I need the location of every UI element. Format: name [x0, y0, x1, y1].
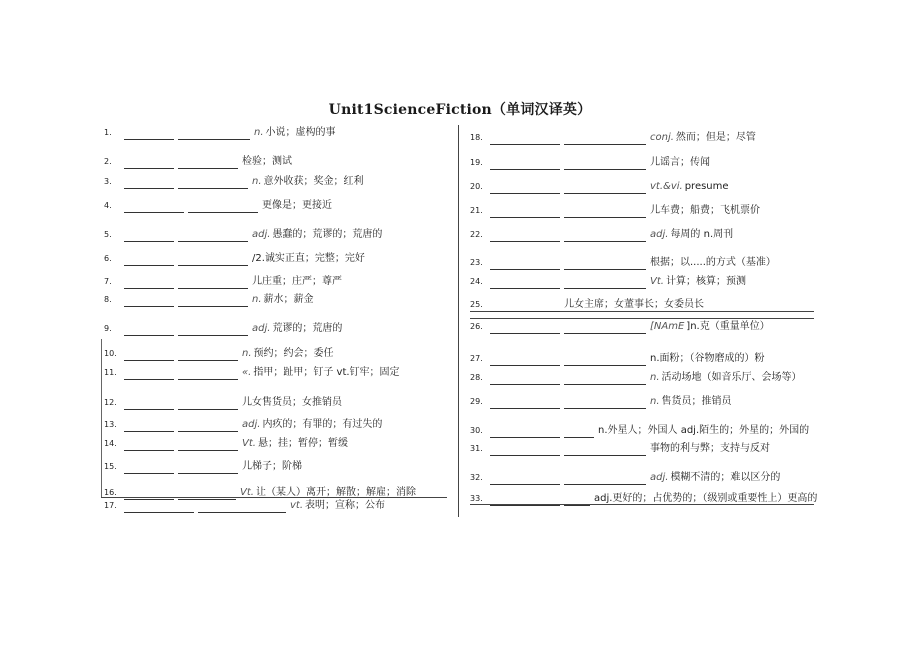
answer-blank[interactable] [564, 259, 646, 270]
vocab-item [104, 175, 364, 189]
vocab-item [104, 366, 400, 380]
answer-blank[interactable] [564, 445, 646, 456]
vocab-item [104, 155, 292, 169]
vocab-item [470, 395, 732, 409]
answer-blank[interactable] [564, 183, 646, 194]
part-of-speech: n. [254, 127, 264, 138]
definition-text: 然而；但是；尽管 [675, 132, 756, 143]
vocab-item [104, 275, 342, 289]
definition-text: 让（某人）离开；解散；解雇；消除 [255, 487, 416, 498]
answer-blank[interactable] [178, 158, 238, 169]
answer-blank[interactable] [490, 355, 560, 366]
part-of-speech: Vt. [242, 438, 256, 449]
item-number: 12. [104, 398, 117, 407]
definition-text: 儿谣言；传闻 [650, 157, 710, 168]
vocab-item [470, 180, 729, 194]
answer-blank[interactable] [490, 398, 560, 409]
answer-blank[interactable] [124, 255, 174, 266]
definition-text: n.面粉；（谷物磨成的）粉 [650, 353, 765, 364]
item-number: 15. [104, 462, 117, 471]
answer-blank[interactable] [198, 502, 286, 513]
item-number: 14. [104, 439, 117, 448]
vocab-item [104, 228, 382, 242]
item-number: 28. [470, 373, 483, 382]
part-of-speech: adj. [650, 472, 669, 483]
vocab-item [470, 442, 770, 456]
answer-blank[interactable] [124, 202, 184, 213]
item-number: 23. [470, 258, 483, 267]
answer-blank[interactable] [490, 159, 560, 170]
vocab-item [104, 499, 385, 513]
vocab-item [470, 471, 780, 485]
item-number: 24. [470, 277, 483, 286]
definition-text: 小说；虚构的事 [265, 127, 336, 138]
answer-blank[interactable] [564, 474, 646, 485]
answer-blank[interactable] [124, 399, 174, 410]
answer-blank[interactable] [564, 374, 646, 385]
vocab-item [470, 256, 776, 270]
item-number: 30. [470, 426, 483, 435]
answer-blank[interactable] [124, 178, 174, 189]
answer-blank[interactable] [124, 129, 174, 140]
part-of-speech: n. [252, 176, 262, 187]
right-rule-26 [470, 318, 814, 319]
answer-blank[interactable] [490, 278, 560, 289]
answer-blank[interactable] [124, 325, 174, 336]
answer-blank[interactable] [178, 325, 248, 336]
part-of-speech: Vt. [650, 276, 664, 287]
answer-blank[interactable] [490, 183, 560, 194]
answer-blank[interactable] [124, 278, 174, 289]
item-number: 9. [104, 324, 112, 333]
part-of-speech: n. [242, 348, 252, 359]
vocab-item [470, 131, 756, 145]
answer-blank[interactable] [124, 231, 174, 242]
vocab-item [470, 275, 746, 289]
vocab-item [104, 322, 342, 336]
page-title: Unit1ScienceFiction（单词汉译英） [328, 102, 592, 118]
vocab-item [470, 492, 817, 506]
part-of-speech: n. [252, 294, 262, 305]
definition-text: n.外星人；外国人 adj.陌生的；外星的；外国的 [598, 425, 810, 436]
definition-text: 活动场地（如音乐厅、会场等） [661, 372, 802, 383]
answer-blank[interactable] [564, 398, 646, 409]
answer-blank[interactable] [178, 399, 238, 410]
part-of-speech: adj. [252, 229, 271, 240]
definition-text: 薪水；薪金 [263, 294, 314, 305]
part-of-speech: «. [242, 367, 252, 378]
answer-blank[interactable] [178, 255, 248, 266]
definition-text: 指甲；趾甲；钉子 vt.钉牢；固定 [253, 367, 400, 378]
answer-blank[interactable] [178, 231, 248, 242]
item-number: 18. [470, 133, 483, 142]
definition-text: 儿车费；船费；飞机票价 [650, 205, 760, 216]
definition-text: 检验；测试 [242, 156, 292, 167]
definition-text: 表明；宣称；公布 [305, 500, 386, 511]
answer-blank[interactable] [490, 374, 560, 385]
answer-blank[interactable] [124, 440, 174, 451]
vocab-item [470, 298, 704, 312]
definition-text: 儿梯子；阶梯 [242, 461, 302, 472]
definition-text: 内疚的；有罪的；有过失的 [262, 419, 383, 430]
item-number: 11. [104, 368, 117, 377]
answer-blank[interactable] [178, 178, 248, 189]
part-of-speech: adj. [242, 419, 261, 430]
part-of-speech: n. [650, 372, 660, 383]
answer-blank[interactable] [564, 134, 646, 145]
answer-blank[interactable] [490, 427, 560, 438]
vocab-item [470, 352, 765, 366]
definition-text: 模糊不清的；难以区分的 [670, 472, 781, 483]
item-number: 3. [104, 177, 112, 186]
definition-text: /2.诚实正直；完整；完好 [252, 253, 365, 264]
item-number: 31. [470, 444, 483, 453]
definition-text: presume [684, 181, 729, 192]
answer-blank[interactable] [564, 355, 646, 366]
answer-blank[interactable] [564, 278, 646, 289]
answer-blank[interactable] [564, 427, 594, 438]
part-of-speech: vt.&vi. [650, 181, 683, 192]
item-number: 10. [104, 349, 117, 358]
answer-blank[interactable] [124, 463, 174, 474]
definition-text: adj.更好的；占优势的；（级别或重要性上）更高的 [594, 493, 818, 504]
column-divider [458, 125, 459, 517]
answer-blank[interactable] [564, 207, 646, 218]
answer-blank[interactable] [124, 421, 174, 432]
vocab-item [470, 371, 802, 385]
answer-blank[interactable] [178, 421, 238, 432]
definition-text: 预约；约会；委任 [253, 348, 334, 359]
answer-blank[interactable] [178, 278, 248, 289]
answer-blank[interactable] [188, 202, 258, 213]
answer-blank[interactable] [490, 474, 560, 485]
part-of-speech: adj. [650, 229, 669, 240]
vocab-item [104, 199, 332, 213]
part-of-speech: [NAmE [650, 321, 685, 332]
definition-text: 荒谬的；荒唐的 [272, 323, 343, 334]
item-number: 2. [104, 157, 112, 166]
vocab-item [470, 228, 733, 242]
vocab-item [470, 156, 710, 170]
item-number: 6. [104, 254, 112, 263]
item-number: 5. [104, 230, 112, 239]
part-of-speech: adj. [252, 323, 271, 334]
answer-blank[interactable] [490, 134, 560, 145]
item-number: 25. [470, 300, 483, 309]
item-number: 26. [470, 322, 483, 331]
answer-blank[interactable] [178, 350, 238, 361]
vocab-item [470, 204, 760, 218]
answer-blank[interactable] [124, 369, 174, 380]
item-number: 19. [470, 158, 483, 167]
item-number: 7. [104, 277, 112, 286]
definition-text: ]n.克（重量单位） [686, 321, 770, 332]
left-bracket-line [101, 339, 102, 497]
definition-text: 根据；以.....的方式（基准） [650, 257, 776, 268]
vocab-item [104, 396, 342, 410]
item-number: 1. [104, 128, 112, 137]
answer-blank[interactable] [490, 259, 560, 270]
answer-blank[interactable] [490, 207, 560, 218]
definition-text: 售货员；推销员 [661, 396, 732, 407]
definition-text: 计算；核算；预测 [665, 276, 746, 287]
item-number: 32. [470, 473, 483, 482]
part-of-speech: Vt. [240, 487, 254, 498]
item-number: 21. [470, 206, 483, 215]
answer-blank[interactable] [490, 445, 560, 456]
answer-blank[interactable] [124, 350, 174, 361]
answer-blank[interactable] [178, 440, 238, 451]
answer-blank[interactable] [178, 296, 248, 307]
definition-text: 事物的利与弊；支持与反对 [650, 443, 770, 454]
part-of-speech: conj. [650, 132, 674, 143]
item-number: 33. [470, 494, 483, 503]
vocab-item [104, 486, 416, 500]
answer-blank[interactable] [564, 495, 590, 506]
definition-text: 意外收获；奖金；红利 [263, 176, 364, 187]
answer-blank[interactable] [564, 159, 646, 170]
answer-blank[interactable] [490, 323, 560, 334]
definition-text: 儿女主席；女董事长；女委员长 [564, 299, 704, 310]
part-of-speech: n. [650, 396, 660, 407]
answer-blank[interactable] [124, 502, 194, 513]
item-number: 4. [104, 201, 112, 210]
vocab-item [104, 460, 302, 474]
definition-text: 儿庄重；庄严；尊严 [252, 276, 342, 287]
vocab-item [104, 347, 334, 361]
vocab-item [104, 126, 336, 140]
definition-text: 愚蠢的；荒谬的；荒唐的 [272, 229, 383, 240]
definition-text: 每周的 n.周刊 [670, 229, 734, 240]
answer-blank[interactable] [490, 495, 560, 506]
item-number: 13. [104, 420, 117, 429]
answer-blank[interactable] [124, 158, 174, 169]
answer-blank[interactable] [490, 231, 560, 242]
answer-blank[interactable] [564, 323, 646, 334]
vocab-item [104, 418, 382, 432]
definition-text: 更像是；更接近 [262, 200, 332, 211]
vocab-item [104, 437, 348, 451]
vocab-item [470, 320, 770, 334]
item-number: 27. [470, 354, 483, 363]
answer-blank[interactable] [124, 296, 174, 307]
item-number: 17. [104, 501, 117, 510]
definition-text: 悬；挂；暂停；暂缓 [257, 438, 348, 449]
answer-blank[interactable] [564, 231, 646, 242]
answer-blank[interactable] [178, 369, 238, 380]
item-number: 16. [104, 488, 117, 497]
item-number: 22. [470, 230, 483, 239]
part-of-speech: vt. [290, 500, 304, 511]
item-number: 20. [470, 182, 483, 191]
answer-blank[interactable] [490, 301, 560, 312]
item-number: 8. [104, 295, 112, 304]
vocab-item [104, 252, 365, 266]
vocab-item [104, 293, 314, 307]
vocab-item [470, 424, 809, 438]
answer-blank[interactable] [178, 129, 250, 140]
definition-text: 儿女售货员；女推销员 [242, 397, 342, 408]
answer-blank[interactable] [178, 463, 238, 474]
item-number: 29. [470, 397, 483, 406]
